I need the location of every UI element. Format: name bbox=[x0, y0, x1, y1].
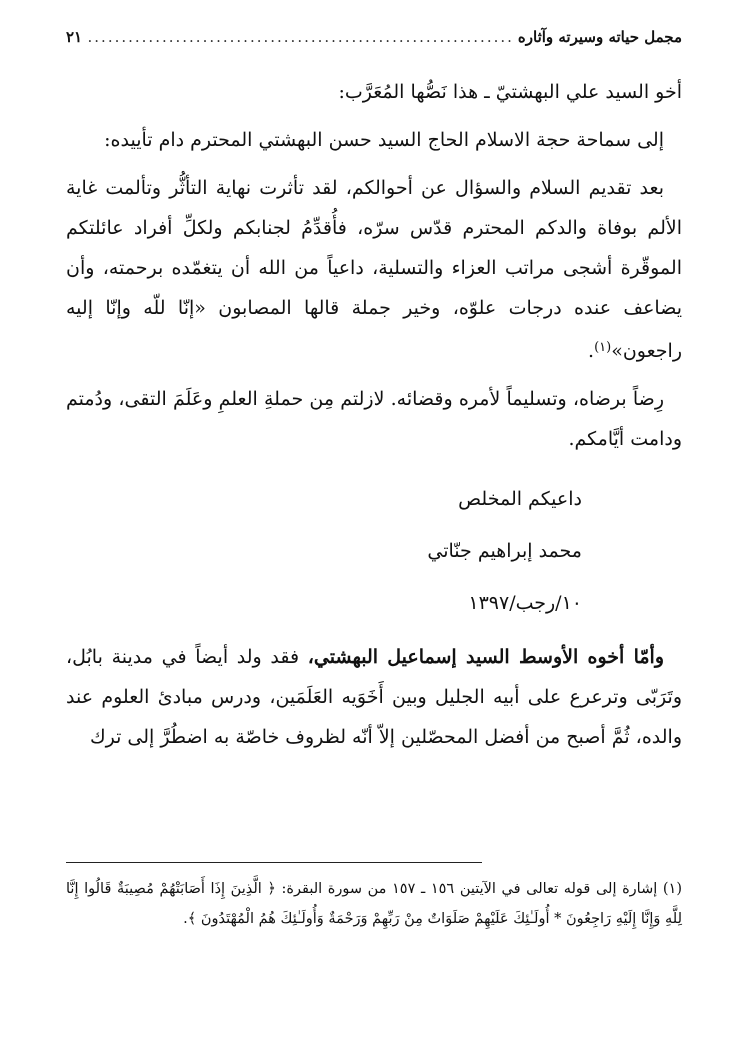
letter-body-end: . bbox=[588, 340, 595, 362]
paragraph-ismail-lead: وأمّا أخوه الأوسط السيد إسماعيل البهشتي، bbox=[307, 646, 664, 668]
header-title: مجمل حياته وسيرته وآثاره bbox=[517, 28, 682, 46]
signature-date: ١٠/رجب/١٣٩٧ bbox=[468, 592, 582, 614]
letter-salutation: إلى سماحة حجة الاسلام الحاج السيد حسن البهشتي المحترم دام تأييده: bbox=[104, 129, 664, 151]
letter-body-text: بعد تقديم السلام والسؤال عن أحوالكم، لقد تأثرت نهاية التأثُّر وتألمت غاية الألم بوفاة والدكم المحترم قدّس سرّه، فأُقدِّمُ لجنابكم ولكلِّ أفراد عائلتكم الموقّرة أشجى مراتب العزاء والتسلية، داعياً من الله أن يتغمّده برحمته، وأن يضاعف عنده درجات علوّه، وخير جملة قالها المصابون «إنّا للّه وإنّا إليه راجعون» bbox=[66, 177, 682, 362]
footnote-divider bbox=[66, 862, 482, 863]
footnote-text: (١) إشارة إلى قوله تعالى في الآيتين ١٥٦ ـ ١٥٧ من سورة البقرة: ﴿ الَّذِينَ إِذَا أَصَابَتْهُمْ مُصِيبَةٌ قَالُوا إِنَّا لِلَّهِ وَإِنَّا إِلَيْهِ رَاجِعُونَ * أُولَـٰئِكَ عَلَيْهِمْ صَلَوَاتٌ مِنْ رَبِّهِمْ وَرَحْمَةٌ وَأُولَـٰئِكَ هُمُ الْمُهْتَدُونَ ﴾. bbox=[66, 881, 683, 927]
body-text bbox=[66, 72, 682, 757]
footnote bbox=[66, 874, 682, 934]
letter-body bbox=[66, 168, 682, 371]
page-number: ٢١ bbox=[66, 28, 83, 46]
running-header bbox=[66, 28, 682, 46]
signature-block bbox=[66, 473, 682, 629]
footnote-reference[interactable]: (١) bbox=[594, 340, 612, 355]
paragraph-intro: أخو السيد علي البهشتيّ ـ هذا نَصُّها المُعَرَّب: bbox=[338, 81, 682, 103]
paragraph-ismail-text: فقد ولد أيضاً في مدينة بابُل، وتَرَبّى وترعرع على أبيه الجليل وبين أَخَوَيه العَلَمَين، ودرس مبادئ العلوم عند والده، ثُمَّ أصبح من أفضل المحصّلين إلاّ أنّه لظروف خاصّة به اضطُرَّ إلى ترك bbox=[66, 646, 682, 748]
letter-closing: رِضاً برضاه، وتسليماً لأمره وقضائه. لازلتم مِن حملةِ العلمِ وعَلَمَ التقى، ودُمتم ودامت أيَّامكم. bbox=[66, 388, 682, 450]
paragraph-ismail bbox=[66, 637, 682, 757]
header-dot-leader bbox=[86, 28, 514, 46]
signature-name: محمد إبراهيم جنّاتي bbox=[427, 540, 582, 562]
signature-closing: داعيكم المخلص bbox=[458, 488, 582, 510]
